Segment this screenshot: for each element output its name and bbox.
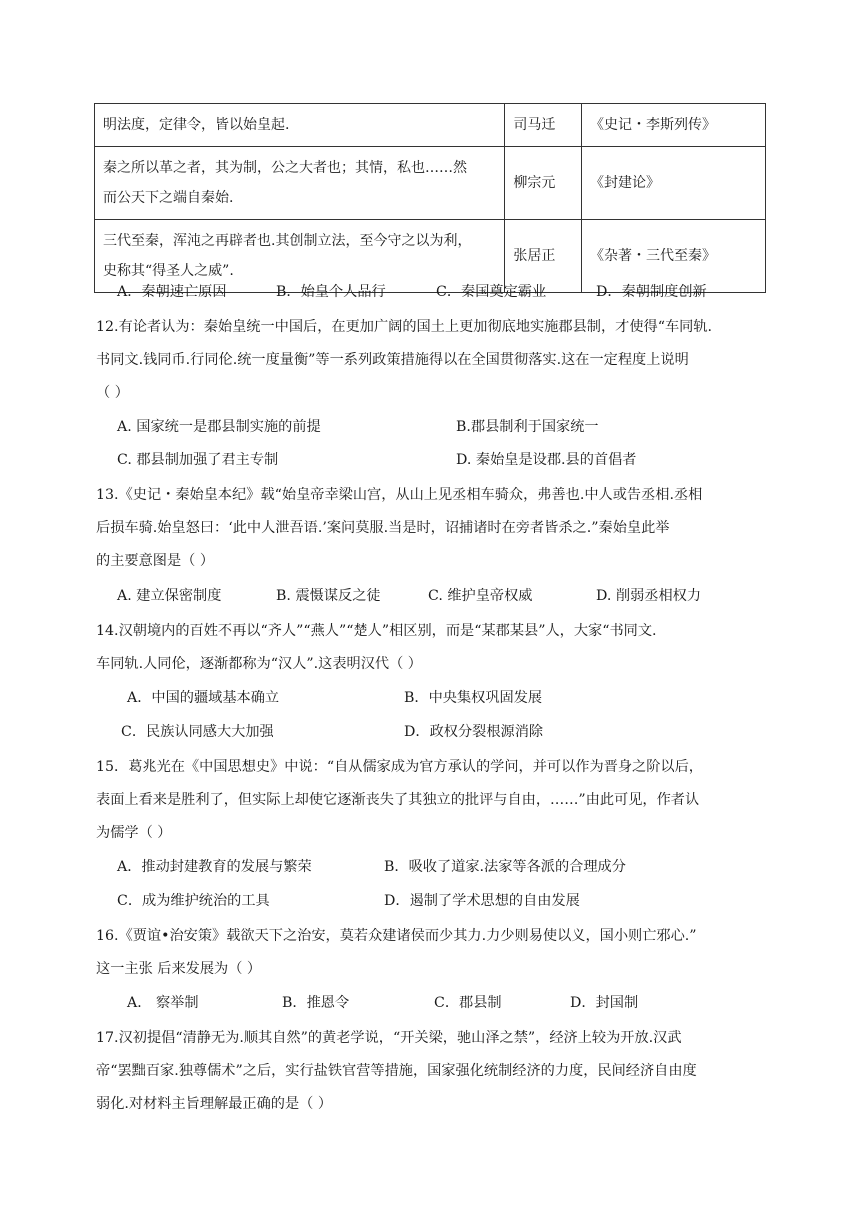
q16-option-a: A． 察举制 bbox=[127, 995, 199, 1011]
q15-option-a: A．推动封建教育的发展与繁荣 bbox=[117, 859, 312, 875]
author-cell: 张居正 bbox=[505, 220, 582, 293]
quote-cell: 秦之所以革之者，其为制，公之大者也；其情，私也……然 而公天下之端自秦始. bbox=[95, 147, 505, 220]
q11-option-a: A．秦朝速亡原因 bbox=[117, 284, 227, 300]
q17-stem-line: 帝“罢黜百家.独尊儒术”之后，实行盐铁官营等措施，国家强化统制经济的力度，民间经济自由度 bbox=[96, 1063, 697, 1079]
q12-stem-line: 12.有论者认为：秦始皇统一中国后，在更加广阔的国土上更加彻底地实施郡县制，才使得“车同轨. bbox=[96, 319, 713, 335]
q12-option-a: A. 国家统一是郡县制实施的前提 bbox=[117, 419, 321, 435]
q13-option-d: D. 削弱丞相权力 bbox=[596, 588, 702, 604]
q14-option-b: B．中央集权巩固发展 bbox=[404, 690, 543, 706]
q15-option-b: B．吸收了道家.法家等各派的合理成分 bbox=[384, 859, 626, 875]
q13-stem-line: 13.《史记・秦始皇本纪》载“始皇帝幸梁山宫，从山上见丞相车骑众，弗善也.中人或告丞相.丞相 bbox=[96, 487, 703, 503]
q11-option-c: C．秦国奠定霸业 bbox=[436, 284, 547, 300]
author-cell: 柳宗元 bbox=[505, 147, 582, 220]
q14-option-a: A．中国的疆域基本确立 bbox=[127, 690, 280, 706]
q11-option-d: D．秦朝制度创新 bbox=[596, 284, 707, 300]
q12-option-b: B.郡县制利于国家统一 bbox=[456, 419, 599, 435]
q16-option-d: D．封国制 bbox=[570, 995, 639, 1011]
q12-option-c: C. 郡县制加强了君主专制 bbox=[117, 452, 279, 468]
q13-stem-line: 的主要意图是（ ） bbox=[96, 553, 215, 569]
author-cell: 司马迁 bbox=[505, 104, 582, 147]
source-table bbox=[94, 103, 766, 293]
q16-option-b: B．推恩令 bbox=[282, 995, 350, 1011]
q16-stem-line: 16.《贾谊•治安策》载欲天下之治安，莫若众建诸侯而少其力.力少则易使以义，国小则亡邪心.” bbox=[96, 928, 697, 944]
q14-stem-line: 车同轨.人同伦，逐渐都称为“汉人”.这表明汉代（ ） bbox=[96, 656, 422, 672]
quote-cell: 明法度，定律令，皆以始皇起. bbox=[95, 104, 505, 147]
q11-option-b: B．始皇个人品行 bbox=[276, 284, 386, 300]
q15-option-c: C．成为维护统治的工具 bbox=[117, 893, 270, 909]
q15-stem-line: 15．葛兆光在《中国思想史》中说：“自从儒家成为官方承认的学问，并可以作为晋身之阶以后， bbox=[96, 759, 703, 775]
q17-stem-line: 弱化.对材料主旨理解最正确的是（ ） bbox=[96, 1096, 333, 1112]
table-row bbox=[95, 104, 766, 147]
quote-cell: 三代至秦，浑沌之再辟者也.其创制立法，至今守之以为利， 史称其“得圣人之威”. bbox=[95, 220, 505, 293]
q12-stem-line: （ ） bbox=[96, 385, 129, 401]
q15-stem-line: 表面上看来是胜利了，但实际上却使它逐渐丧失了其独立的批评与自由，……”由此可见，作者认 bbox=[96, 792, 700, 808]
q16-option-c: C．郡县制 bbox=[434, 995, 502, 1011]
q17-stem-line: 17.汉初提倡“清静无为.顺其自然”的黄老学说，“开关梁，驰山泽之禁”，经济上较为开放.汉武 bbox=[96, 1030, 682, 1046]
q15-option-d: D．遏制了学术思想的自由发展 bbox=[384, 893, 580, 909]
q16-stem-line: 这一主张 后来发展为（ ） bbox=[96, 961, 262, 977]
q13-option-a: A. 建立保密制度 bbox=[117, 588, 222, 604]
q14-stem-line: 14.汉朝境内的百姓不再以“齐人”“燕人”“楚人”相区别，而是“某郡某县”人，大家“书同文. bbox=[96, 623, 657, 639]
q12-stem-line: 书同文.钱同币.行同伦.统一度量衡”等一系列政策措施得以在全国贯彻落实.这在一定程度上说明 bbox=[96, 352, 689, 368]
source-cell: 《史记・李斯列传》 bbox=[582, 104, 766, 147]
q13-option-b: B. 震慑谋反之徒 bbox=[276, 588, 381, 604]
q15-stem-line: 为儒学（ ） bbox=[96, 825, 172, 841]
table-row bbox=[95, 147, 766, 220]
q14-option-d: D．政权分裂根源消除 bbox=[404, 724, 544, 740]
source-cell: 《封建论》 bbox=[582, 147, 766, 220]
source-cell: 《杂著・三代至秦》 bbox=[582, 220, 766, 293]
q13-option-c: C. 维护皇帝权威 bbox=[428, 588, 533, 604]
q12-option-d: D. 秦始皇是设郡.县的首倡者 bbox=[456, 452, 637, 468]
q14-option-c: C．民族认同感大大加强 bbox=[121, 724, 274, 740]
q13-stem-line: 后损车骑.始皇怒曰：‘此中人泄吾语.’案问莫服.当是时，诏捕诸时在旁者皆杀之.”秦始皇此举 bbox=[96, 520, 670, 536]
